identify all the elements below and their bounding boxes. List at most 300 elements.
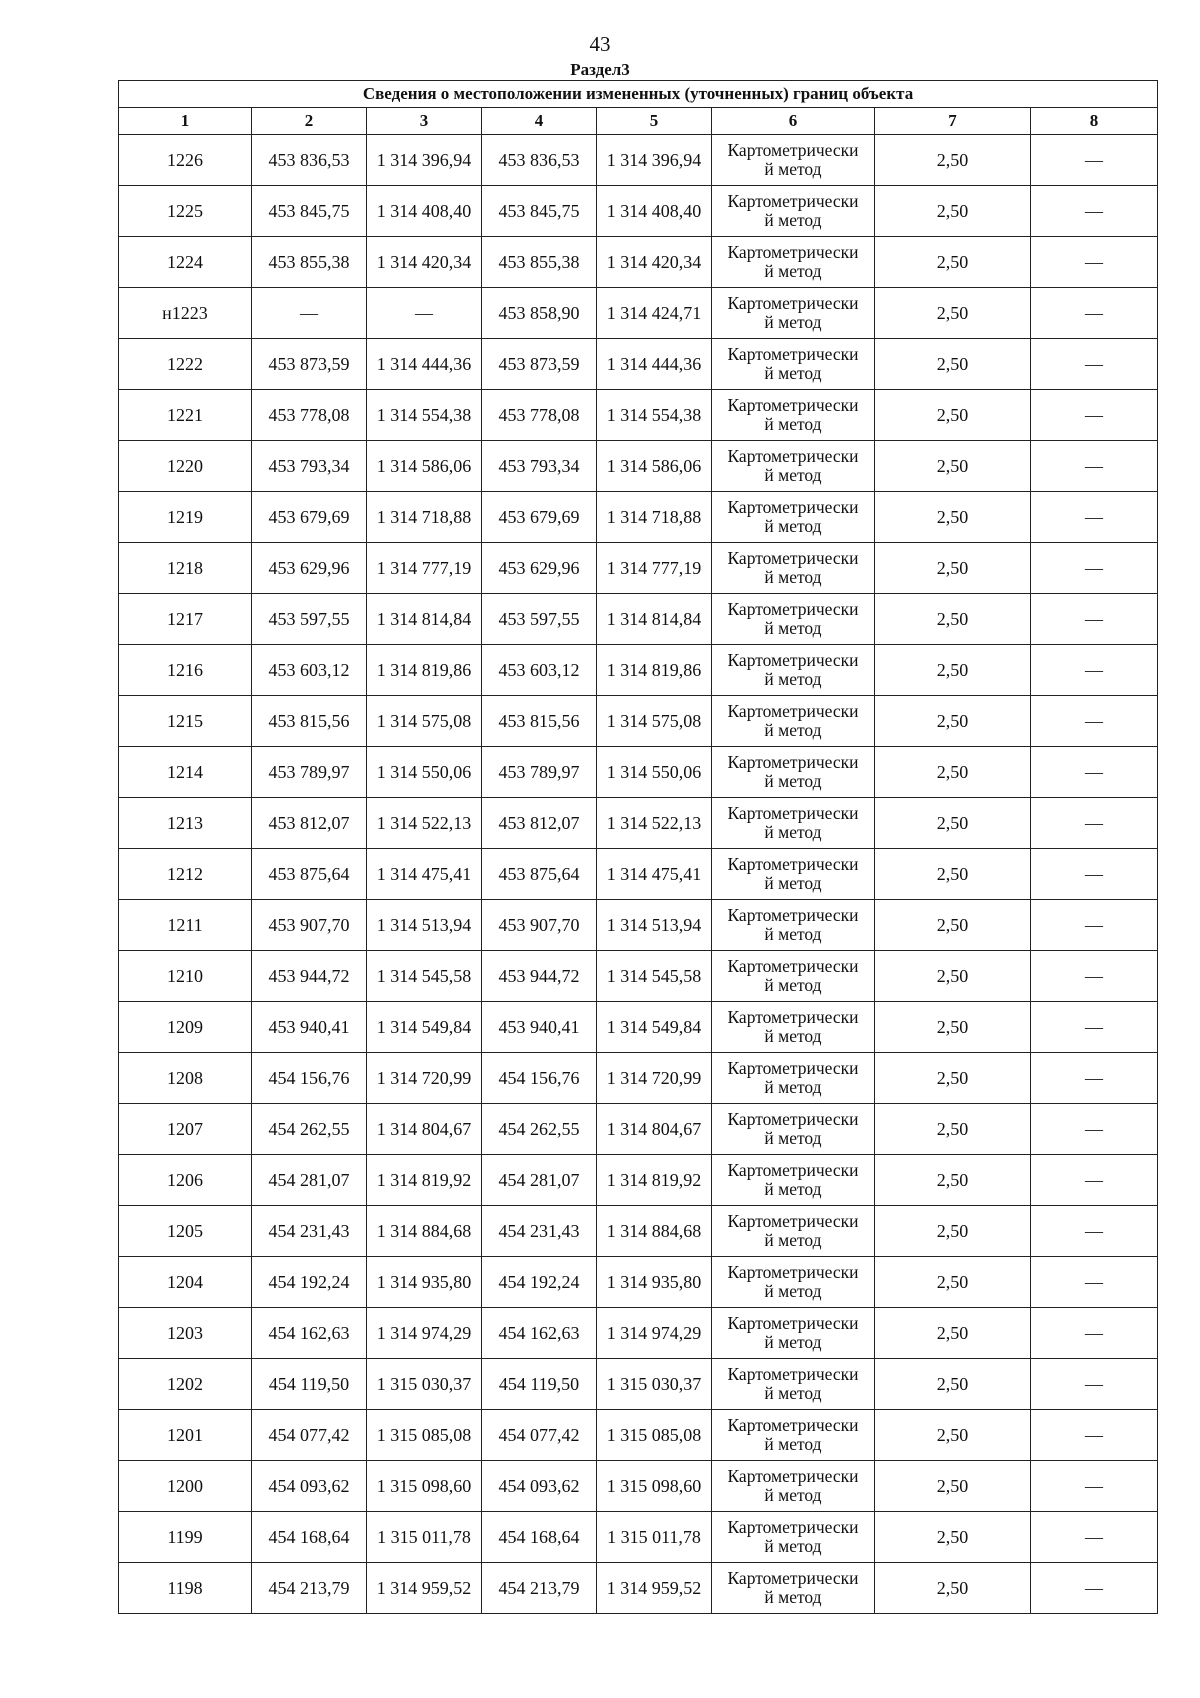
method-cell bbox=[712, 492, 875, 543]
table-row bbox=[119, 747, 1158, 798]
x-refined-cell: 453 907,70 bbox=[482, 900, 597, 951]
x-refined-cell: 453 603,12 bbox=[482, 645, 597, 696]
note-cell: — bbox=[1031, 849, 1158, 900]
note-cell: — bbox=[1031, 288, 1158, 339]
y-existing-cell: 1 314 513,94 bbox=[367, 900, 482, 951]
x-refined-cell: 454 213,79 bbox=[482, 1563, 597, 1614]
x-refined-cell: 453 629,96 bbox=[482, 543, 597, 594]
note-cell: — bbox=[1031, 1002, 1158, 1053]
y-refined-cell: 1 314 804,67 bbox=[597, 1104, 712, 1155]
method-cell bbox=[712, 849, 875, 900]
table-row bbox=[119, 1563, 1158, 1614]
accuracy-cell: 2,50 bbox=[875, 900, 1031, 951]
page-number: 43 bbox=[589, 32, 611, 56]
x-existing-cell: 453 855,38 bbox=[252, 237, 367, 288]
x-refined-cell: 454 162,63 bbox=[482, 1308, 597, 1359]
y-refined-cell: 1 315 085,08 bbox=[597, 1410, 712, 1461]
y-refined-cell: 1 314 718,88 bbox=[597, 492, 712, 543]
accuracy-cell: 2,50 bbox=[875, 339, 1031, 390]
method-text: й метод bbox=[764, 669, 822, 689]
x-refined-cell: 454 231,43 bbox=[482, 1206, 597, 1257]
y-refined-cell: 1 314 959,52 bbox=[597, 1563, 712, 1614]
x-existing-cell: 453 629,96 bbox=[252, 543, 367, 594]
y-existing-cell: 1 314 804,67 bbox=[367, 1104, 482, 1155]
x-refined-cell: 453 793,34 bbox=[482, 441, 597, 492]
method-text: й метод bbox=[764, 1587, 822, 1607]
accuracy-cell: 2,50 bbox=[875, 594, 1031, 645]
x-existing-cell: 453 836,53 bbox=[252, 135, 367, 186]
y-refined-cell: 1 314 586,06 bbox=[597, 441, 712, 492]
x-refined-cell: 454 077,42 bbox=[482, 1410, 597, 1461]
y-refined-cell: 1 314 814,84 bbox=[597, 594, 712, 645]
x-existing-cell: 453 944,72 bbox=[252, 951, 367, 1002]
method-text: й метод bbox=[764, 1281, 822, 1301]
column-number: 3 bbox=[367, 108, 482, 135]
note-cell: — bbox=[1031, 1257, 1158, 1308]
table-caption: Сведения о местоположении измененных (уточненных) границ объекта bbox=[119, 81, 1158, 108]
y-existing-cell: 1 314 720,99 bbox=[367, 1053, 482, 1104]
column-number: 6 bbox=[712, 108, 875, 135]
method-cell bbox=[712, 951, 875, 1002]
x-existing-cell: 454 281,07 bbox=[252, 1155, 367, 1206]
table-row bbox=[119, 1155, 1158, 1206]
y-existing-cell: 1 314 420,34 bbox=[367, 237, 482, 288]
method-cell bbox=[712, 237, 875, 288]
y-refined-cell: 1 314 819,92 bbox=[597, 1155, 712, 1206]
accuracy-cell: 2,50 bbox=[875, 1512, 1031, 1563]
table-row bbox=[119, 1002, 1158, 1053]
method-text: й метод bbox=[764, 975, 822, 995]
y-existing-cell: 1 314 819,92 bbox=[367, 1155, 482, 1206]
method-text: й метод bbox=[764, 210, 822, 230]
section-title: Раздел3 bbox=[570, 60, 630, 79]
y-existing-cell: 1 315 098,60 bbox=[367, 1461, 482, 1512]
x-existing-cell: 454 162,63 bbox=[252, 1308, 367, 1359]
boundary-coordinates-table bbox=[118, 80, 1158, 1614]
x-existing-cell: 454 119,50 bbox=[252, 1359, 367, 1410]
point-number-cell: 1222 bbox=[119, 339, 252, 390]
accuracy-cell: 2,50 bbox=[875, 543, 1031, 594]
point-number-cell: 1206 bbox=[119, 1155, 252, 1206]
method-text: Картометрически bbox=[727, 1313, 859, 1333]
method-text: Картометрически bbox=[727, 242, 859, 262]
method-text: Картометрически bbox=[727, 1109, 859, 1129]
method-text: Картометрически bbox=[727, 1466, 859, 1486]
method-text: Картометрически bbox=[727, 1160, 859, 1180]
y-refined-cell: 1 314 545,58 bbox=[597, 951, 712, 1002]
note-cell: — bbox=[1031, 1410, 1158, 1461]
y-existing-cell: 1 314 444,36 bbox=[367, 339, 482, 390]
x-existing-cell: — bbox=[252, 288, 367, 339]
y-existing-cell: 1 314 974,29 bbox=[367, 1308, 482, 1359]
accuracy-cell: 2,50 bbox=[875, 135, 1031, 186]
method-text: Картометрически bbox=[727, 1058, 859, 1078]
method-text: й метод bbox=[764, 312, 822, 332]
x-existing-cell: 453 679,69 bbox=[252, 492, 367, 543]
method-cell bbox=[712, 594, 875, 645]
y-refined-cell: 1 314 424,71 bbox=[597, 288, 712, 339]
table-row bbox=[119, 543, 1158, 594]
table-row bbox=[119, 594, 1158, 645]
note-cell: — bbox=[1031, 1206, 1158, 1257]
y-refined-cell: 1 314 396,94 bbox=[597, 135, 712, 186]
method-text: Картометрически bbox=[727, 344, 859, 364]
column-number-row bbox=[119, 108, 1158, 135]
method-text: й метод bbox=[764, 363, 822, 383]
x-existing-cell: 453 793,34 bbox=[252, 441, 367, 492]
note-cell: — bbox=[1031, 747, 1158, 798]
method-text: й метод bbox=[764, 1332, 822, 1352]
y-refined-cell: 1 315 098,60 bbox=[597, 1461, 712, 1512]
method-text: й метод bbox=[764, 822, 822, 842]
method-text: Картометрически bbox=[727, 293, 859, 313]
note-cell: — bbox=[1031, 237, 1158, 288]
x-existing-cell: 453 603,12 bbox=[252, 645, 367, 696]
y-refined-cell: 1 314 935,80 bbox=[597, 1257, 712, 1308]
method-cell bbox=[712, 1563, 875, 1614]
note-cell: — bbox=[1031, 1512, 1158, 1563]
point-number-cell: 1200 bbox=[119, 1461, 252, 1512]
y-existing-cell: 1 314 819,86 bbox=[367, 645, 482, 696]
point-number-cell: 1208 bbox=[119, 1053, 252, 1104]
y-refined-cell: 1 314 522,13 bbox=[597, 798, 712, 849]
method-text: й метод bbox=[764, 414, 822, 434]
x-refined-cell: 454 156,76 bbox=[482, 1053, 597, 1104]
x-refined-cell: 453 855,38 bbox=[482, 237, 597, 288]
method-text: й метод bbox=[764, 1026, 822, 1046]
table-row bbox=[119, 645, 1158, 696]
y-refined-cell: 1 314 408,40 bbox=[597, 186, 712, 237]
column-number: 5 bbox=[597, 108, 712, 135]
x-existing-cell: 453 907,70 bbox=[252, 900, 367, 951]
y-refined-cell: 1 314 513,94 bbox=[597, 900, 712, 951]
point-number-cell: 1218 bbox=[119, 543, 252, 594]
method-text: Картометрически bbox=[727, 1517, 859, 1537]
method-text: Картометрически bbox=[727, 1364, 859, 1384]
method-cell bbox=[712, 186, 875, 237]
method-text: й метод bbox=[764, 567, 822, 587]
accuracy-cell: 2,50 bbox=[875, 1308, 1031, 1359]
method-cell bbox=[712, 441, 875, 492]
accuracy-cell: 2,50 bbox=[875, 696, 1031, 747]
method-cell bbox=[712, 798, 875, 849]
y-refined-cell: 1 314 819,86 bbox=[597, 645, 712, 696]
table-row bbox=[119, 1461, 1158, 1512]
table-row bbox=[119, 1053, 1158, 1104]
column-number: 8 bbox=[1031, 108, 1158, 135]
x-existing-cell: 454 231,43 bbox=[252, 1206, 367, 1257]
point-number-cell: 1207 bbox=[119, 1104, 252, 1155]
y-existing-cell: 1 315 085,08 bbox=[367, 1410, 482, 1461]
note-cell: — bbox=[1031, 696, 1158, 747]
note-cell: — bbox=[1031, 441, 1158, 492]
x-existing-cell: 453 597,55 bbox=[252, 594, 367, 645]
method-text: й метод bbox=[764, 516, 822, 536]
column-number: 4 bbox=[482, 108, 597, 135]
x-refined-cell: 453 875,64 bbox=[482, 849, 597, 900]
table-row bbox=[119, 186, 1158, 237]
method-cell bbox=[712, 1257, 875, 1308]
method-text: й метод bbox=[764, 924, 822, 944]
method-cell bbox=[712, 1308, 875, 1359]
point-number-cell: 1198 bbox=[119, 1563, 252, 1614]
method-text: Картометрически bbox=[727, 854, 859, 874]
table-row bbox=[119, 951, 1158, 1002]
x-existing-cell: 454 077,42 bbox=[252, 1410, 367, 1461]
table-row bbox=[119, 1359, 1158, 1410]
point-number-cell: 1212 bbox=[119, 849, 252, 900]
method-cell bbox=[712, 135, 875, 186]
y-refined-cell: 1 314 549,84 bbox=[597, 1002, 712, 1053]
table-row bbox=[119, 492, 1158, 543]
method-cell bbox=[712, 1002, 875, 1053]
method-cell bbox=[712, 1461, 875, 1512]
point-number-cell: 1224 bbox=[119, 237, 252, 288]
point-number-cell: 1201 bbox=[119, 1410, 252, 1461]
method-text: Картометрически bbox=[727, 140, 859, 160]
x-refined-cell: 454 192,24 bbox=[482, 1257, 597, 1308]
note-cell: — bbox=[1031, 798, 1158, 849]
method-text: Картометрически bbox=[727, 1262, 859, 1282]
point-number-cell: 1209 bbox=[119, 1002, 252, 1053]
point-number-cell: 1215 bbox=[119, 696, 252, 747]
method-text: Картометрически bbox=[727, 191, 859, 211]
y-refined-cell: 1 314 554,38 bbox=[597, 390, 712, 441]
accuracy-cell: 2,50 bbox=[875, 951, 1031, 1002]
method-text: Картометрически bbox=[727, 1568, 859, 1588]
table-row bbox=[119, 1308, 1158, 1359]
x-existing-cell: 454 156,76 bbox=[252, 1053, 367, 1104]
method-cell bbox=[712, 1104, 875, 1155]
x-refined-cell: 453 789,97 bbox=[482, 747, 597, 798]
method-text: Картометрически bbox=[727, 497, 859, 517]
accuracy-cell: 2,50 bbox=[875, 798, 1031, 849]
method-text: Картометрически bbox=[727, 548, 859, 568]
accuracy-cell: 2,50 bbox=[875, 1053, 1031, 1104]
x-refined-cell: 453 858,90 bbox=[482, 288, 597, 339]
method-text: й метод bbox=[764, 1077, 822, 1097]
x-existing-cell: 454 213,79 bbox=[252, 1563, 367, 1614]
y-refined-cell: 1 314 550,06 bbox=[597, 747, 712, 798]
note-cell: — bbox=[1031, 186, 1158, 237]
x-refined-cell: 453 597,55 bbox=[482, 594, 597, 645]
y-refined-cell: 1 314 884,68 bbox=[597, 1206, 712, 1257]
x-refined-cell: 453 812,07 bbox=[482, 798, 597, 849]
x-existing-cell: 454 262,55 bbox=[252, 1104, 367, 1155]
y-existing-cell: 1 315 030,37 bbox=[367, 1359, 482, 1410]
accuracy-cell: 2,50 bbox=[875, 645, 1031, 696]
x-refined-cell: 453 944,72 bbox=[482, 951, 597, 1002]
note-cell: — bbox=[1031, 492, 1158, 543]
table-row bbox=[119, 135, 1158, 186]
accuracy-cell: 2,50 bbox=[875, 237, 1031, 288]
y-existing-cell: 1 314 554,38 bbox=[367, 390, 482, 441]
method-text: й метод bbox=[764, 1536, 822, 1556]
method-text: й метод bbox=[764, 1485, 822, 1505]
x-refined-cell: 454 168,64 bbox=[482, 1512, 597, 1563]
y-refined-cell: 1 314 575,08 bbox=[597, 696, 712, 747]
x-refined-cell: 454 281,07 bbox=[482, 1155, 597, 1206]
accuracy-cell: 2,50 bbox=[875, 441, 1031, 492]
x-existing-cell: 454 192,24 bbox=[252, 1257, 367, 1308]
accuracy-cell: 2,50 bbox=[875, 1461, 1031, 1512]
y-refined-cell: 1 315 030,37 bbox=[597, 1359, 712, 1410]
note-cell: — bbox=[1031, 645, 1158, 696]
table-row bbox=[119, 288, 1158, 339]
x-existing-cell: 454 168,64 bbox=[252, 1512, 367, 1563]
y-refined-cell: 1 314 475,41 bbox=[597, 849, 712, 900]
method-text: Картометрически bbox=[727, 1007, 859, 1027]
method-cell bbox=[712, 390, 875, 441]
method-cell bbox=[712, 747, 875, 798]
x-refined-cell: 453 845,75 bbox=[482, 186, 597, 237]
y-existing-cell: 1 314 586,06 bbox=[367, 441, 482, 492]
method-text: й метод bbox=[764, 771, 822, 791]
x-existing-cell: 453 940,41 bbox=[252, 1002, 367, 1053]
y-refined-cell: 1 314 974,29 bbox=[597, 1308, 712, 1359]
note-cell: — bbox=[1031, 594, 1158, 645]
x-existing-cell: 454 093,62 bbox=[252, 1461, 367, 1512]
table-row bbox=[119, 441, 1158, 492]
method-text: Картометрически bbox=[727, 1211, 859, 1231]
x-refined-cell: 453 679,69 bbox=[482, 492, 597, 543]
method-cell bbox=[712, 1155, 875, 1206]
note-cell: — bbox=[1031, 900, 1158, 951]
y-existing-cell: 1 314 396,94 bbox=[367, 135, 482, 186]
point-number-cell: 1211 bbox=[119, 900, 252, 951]
accuracy-cell: 2,50 bbox=[875, 1002, 1031, 1053]
y-refined-cell: 1 314 777,19 bbox=[597, 543, 712, 594]
point-number-cell: 1214 bbox=[119, 747, 252, 798]
table-row bbox=[119, 390, 1158, 441]
x-existing-cell: 453 815,56 bbox=[252, 696, 367, 747]
method-text: Картометрически bbox=[727, 905, 859, 925]
note-cell: — bbox=[1031, 1308, 1158, 1359]
y-existing-cell: 1 314 935,80 bbox=[367, 1257, 482, 1308]
method-text: й метод bbox=[764, 159, 822, 179]
method-cell bbox=[712, 696, 875, 747]
table-body bbox=[119, 135, 1158, 1614]
y-existing-cell: — bbox=[367, 288, 482, 339]
method-cell bbox=[712, 1410, 875, 1461]
table-row bbox=[119, 1206, 1158, 1257]
method-cell bbox=[712, 1359, 875, 1410]
method-text: Картометрически bbox=[727, 599, 859, 619]
accuracy-cell: 2,50 bbox=[875, 390, 1031, 441]
point-number-cell: 1202 bbox=[119, 1359, 252, 1410]
point-number-cell: 1217 bbox=[119, 594, 252, 645]
point-number-cell: 1204 bbox=[119, 1257, 252, 1308]
y-existing-cell: 1 315 011,78 bbox=[367, 1512, 482, 1563]
x-existing-cell: 453 789,97 bbox=[252, 747, 367, 798]
method-cell bbox=[712, 288, 875, 339]
x-refined-cell: 453 778,08 bbox=[482, 390, 597, 441]
method-text: й метод bbox=[764, 1230, 822, 1250]
method-cell bbox=[712, 543, 875, 594]
accuracy-cell: 2,50 bbox=[875, 1206, 1031, 1257]
x-refined-cell: 453 940,41 bbox=[482, 1002, 597, 1053]
x-existing-cell: 453 873,59 bbox=[252, 339, 367, 390]
method-text: Картометрически bbox=[727, 650, 859, 670]
y-existing-cell: 1 314 550,06 bbox=[367, 747, 482, 798]
method-text: й метод bbox=[764, 720, 822, 740]
note-cell: — bbox=[1031, 1155, 1158, 1206]
x-refined-cell: 454 093,62 bbox=[482, 1461, 597, 1512]
x-refined-cell: 454 119,50 bbox=[482, 1359, 597, 1410]
accuracy-cell: 2,50 bbox=[875, 1359, 1031, 1410]
method-cell bbox=[712, 1512, 875, 1563]
method-text: Картометрически bbox=[727, 701, 859, 721]
point-number-cell: 1221 bbox=[119, 390, 252, 441]
table-row bbox=[119, 798, 1158, 849]
y-existing-cell: 1 314 718,88 bbox=[367, 492, 482, 543]
accuracy-cell: 2,50 bbox=[875, 1104, 1031, 1155]
method-text: й метод bbox=[764, 261, 822, 281]
method-text: й метод bbox=[764, 1128, 822, 1148]
method-cell bbox=[712, 645, 875, 696]
y-existing-cell: 1 314 549,84 bbox=[367, 1002, 482, 1053]
note-cell: — bbox=[1031, 339, 1158, 390]
x-refined-cell: 453 836,53 bbox=[482, 135, 597, 186]
point-number-cell: 1210 bbox=[119, 951, 252, 1002]
y-refined-cell: 1 314 444,36 bbox=[597, 339, 712, 390]
method-text: Картометрически bbox=[727, 803, 859, 823]
column-number: 7 bbox=[875, 108, 1031, 135]
y-refined-cell: 1 314 420,34 bbox=[597, 237, 712, 288]
method-cell bbox=[712, 339, 875, 390]
method-text: й метод bbox=[764, 873, 822, 893]
table-row bbox=[119, 849, 1158, 900]
accuracy-cell: 2,50 bbox=[875, 1563, 1031, 1614]
note-cell: — bbox=[1031, 1359, 1158, 1410]
accuracy-cell: 2,50 bbox=[875, 288, 1031, 339]
y-existing-cell: 1 314 959,52 bbox=[367, 1563, 482, 1614]
x-refined-cell: 454 262,55 bbox=[482, 1104, 597, 1155]
accuracy-cell: 2,50 bbox=[875, 1257, 1031, 1308]
point-number-cell: 1213 bbox=[119, 798, 252, 849]
note-cell: — bbox=[1031, 135, 1158, 186]
y-refined-cell: 1 314 720,99 bbox=[597, 1053, 712, 1104]
point-number-cell: 1220 bbox=[119, 441, 252, 492]
y-existing-cell: 1 314 522,13 bbox=[367, 798, 482, 849]
x-refined-cell: 453 873,59 bbox=[482, 339, 597, 390]
x-existing-cell: 453 875,64 bbox=[252, 849, 367, 900]
y-existing-cell: 1 314 884,68 bbox=[367, 1206, 482, 1257]
method-text: й метод bbox=[764, 1179, 822, 1199]
note-cell: — bbox=[1031, 390, 1158, 441]
x-refined-cell: 453 815,56 bbox=[482, 696, 597, 747]
y-existing-cell: 1 314 814,84 bbox=[367, 594, 482, 645]
accuracy-cell: 2,50 bbox=[875, 849, 1031, 900]
point-number-cell: 1216 bbox=[119, 645, 252, 696]
y-existing-cell: 1 314 408,40 bbox=[367, 186, 482, 237]
accuracy-cell: 2,50 bbox=[875, 1155, 1031, 1206]
table-row bbox=[119, 1512, 1158, 1563]
table-row bbox=[119, 696, 1158, 747]
note-cell: — bbox=[1031, 1461, 1158, 1512]
table-row bbox=[119, 1410, 1158, 1461]
method-text: Картометрически bbox=[727, 956, 859, 976]
method-text: Картометрически bbox=[727, 1415, 859, 1435]
accuracy-cell: 2,50 bbox=[875, 186, 1031, 237]
point-number-cell: 1199 bbox=[119, 1512, 252, 1563]
x-existing-cell: 453 778,08 bbox=[252, 390, 367, 441]
note-cell: — bbox=[1031, 951, 1158, 1002]
note-cell: — bbox=[1031, 543, 1158, 594]
x-existing-cell: 453 845,75 bbox=[252, 186, 367, 237]
method-text: Картометрически bbox=[727, 752, 859, 772]
x-existing-cell: 453 812,07 bbox=[252, 798, 367, 849]
